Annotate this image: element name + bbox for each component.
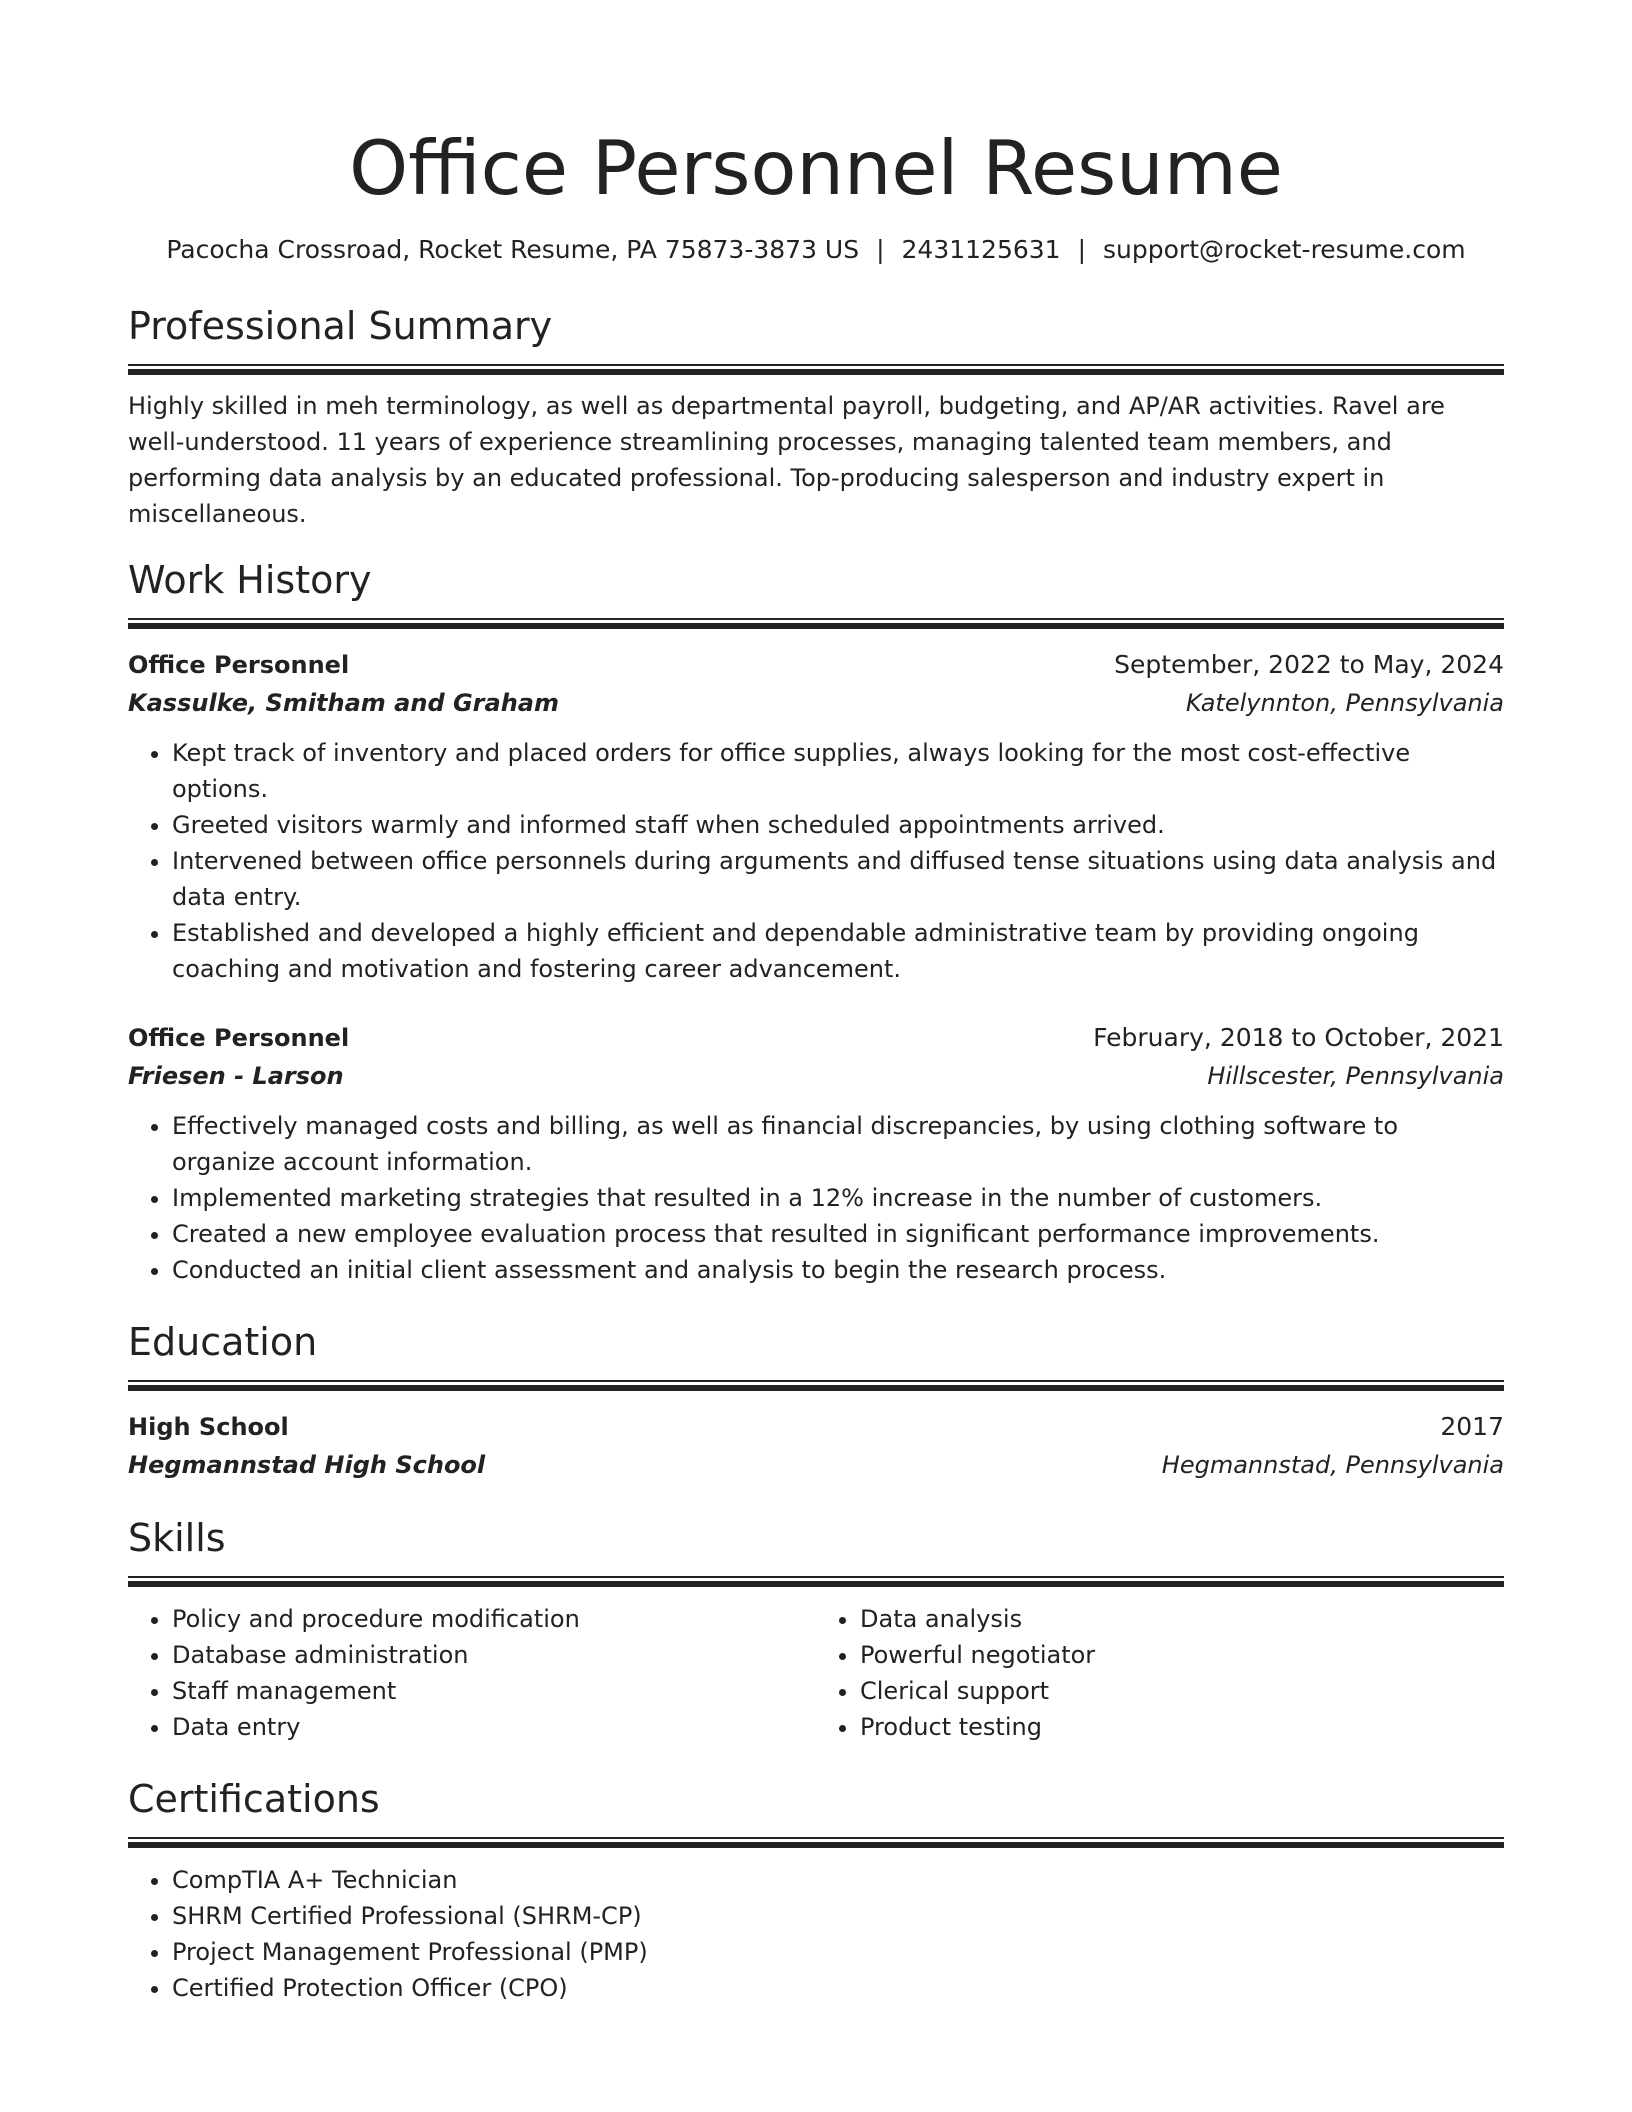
contact-address: Pacocha Crossroad, Rocket Resume, PA 75873-3873 US [166, 235, 860, 264]
education-degree: High School [128, 1413, 289, 1441]
job-dates: February, 2018 to October, 2021 [1093, 1023, 1504, 1052]
section-divider [128, 364, 1504, 375]
job-location: Katelynnton, Pennsylvania [1185, 689, 1504, 717]
skills-list-right [816, 1601, 1504, 1745]
list-item: • Product testing [860, 1709, 1504, 1745]
list-item: • Policy and procedure modification [172, 1601, 816, 1637]
list-item: • Intervened between office personnels during arguments and diffused tense situations using data analysis and data entry. [172, 843, 1504, 915]
list-item: • Staff management [172, 1673, 816, 1709]
section-heading-summary: Professional Summary [128, 304, 553, 348]
job-bullets [128, 735, 1504, 987]
resume-title: Office Personnel Resume [349, 124, 1283, 212]
job-location: Hillscester, Pennsylvania [1207, 1062, 1504, 1090]
section-divider [128, 1380, 1504, 1391]
job-title: Office Personnel [128, 1024, 350, 1052]
summary-section [128, 302, 1504, 532]
skills-list-left [128, 1601, 816, 1745]
section-divider [128, 618, 1504, 629]
job-company: Kassulke, Smitham and Graham [128, 689, 560, 717]
job-title: Office Personnel [128, 651, 350, 679]
skills-section [128, 1514, 1504, 1745]
list-item: • Clerical support [860, 1673, 1504, 1709]
job-dates: September, 2022 to May, 2024 [1114, 650, 1504, 679]
list-item: • Greeted visitors warmly and informed staff when scheduled appointments arrived. [172, 807, 1504, 843]
list-item: • Certified Protection Officer (CPO) [172, 1970, 1504, 2006]
list-item: • Project Management Professional (PMP) [172, 1934, 1504, 1970]
list-item: • Data entry [172, 1709, 816, 1745]
section-heading-education: Education [128, 1320, 318, 1364]
list-item: • Database administration [172, 1637, 816, 1673]
skills-columns [128, 1601, 1504, 1745]
list-item: • Data analysis [860, 1601, 1504, 1637]
section-heading-certifications: Certifications [128, 1777, 380, 1821]
section-heading-work: Work History [128, 558, 372, 602]
contact-line [128, 232, 1504, 268]
job-bullets [128, 1108, 1504, 1288]
list-item: • CompTIA A+ Technician [172, 1862, 1504, 1898]
work-section [128, 556, 1504, 1288]
contact-email[interactable]: support@rocket-resume.com [1103, 235, 1466, 264]
job-entry [128, 1019, 1504, 1288]
section-divider [128, 1837, 1504, 1848]
education-year: 2017 [1440, 1412, 1504, 1441]
education-school: Hegmannstad High School [128, 1451, 486, 1479]
contact-separator: | [1077, 235, 1087, 264]
list-item: • Implemented marketing strategies that resulted in a 12% increase in the number of customers. [172, 1180, 1504, 1216]
list-item: • Kept track of inventory and placed orders for office supplies, always looking for the most cost-effective options. [172, 735, 1504, 807]
education-entry [128, 1408, 1504, 1484]
job-entry [128, 646, 1504, 987]
certifications-list [128, 1862, 1504, 2006]
resume-page [128, 0, 1504, 2006]
section-heading-skills: Skills [128, 1516, 226, 1560]
job-company: Friesen - Larson [128, 1062, 344, 1090]
education-location: Hegmannstad, Pennsylvania [1161, 1451, 1504, 1479]
list-item: • SHRM Certified Professional (SHRM-CP) [172, 1898, 1504, 1934]
list-item: • Created a new employee evaluation process that resulted in significant performance improvements. [172, 1216, 1504, 1252]
summary-text: Highly skilled in meh terminology, as well as departmental payroll, budgeting, and AP/AR activities. Ravel are well-understood. 11 years of experience streamlining processes, managing talented team members, and performing data analysis by an educated professional. Top-producing salesperson and industry expert in miscellaneous. [128, 392, 1445, 528]
list-item: • Established and developed a highly efficient and dependable administrative team by providing ongoing coaching and motivation and fostering career advancement. [172, 915, 1504, 987]
contact-separator: | [876, 235, 885, 264]
list-item: • Effectively managed costs and billing, as well as financial discrepancies, by using clothing software to organize account information. [172, 1108, 1504, 1180]
list-item: • Powerful negotiator [860, 1637, 1504, 1673]
certifications-section [128, 1775, 1504, 2006]
list-item: • Conducted an initial client assessment and analysis to begin the research process. [172, 1252, 1504, 1288]
education-section [128, 1318, 1504, 1484]
contact-phone: 2431125631 [901, 235, 1061, 264]
section-divider [128, 1576, 1504, 1587]
